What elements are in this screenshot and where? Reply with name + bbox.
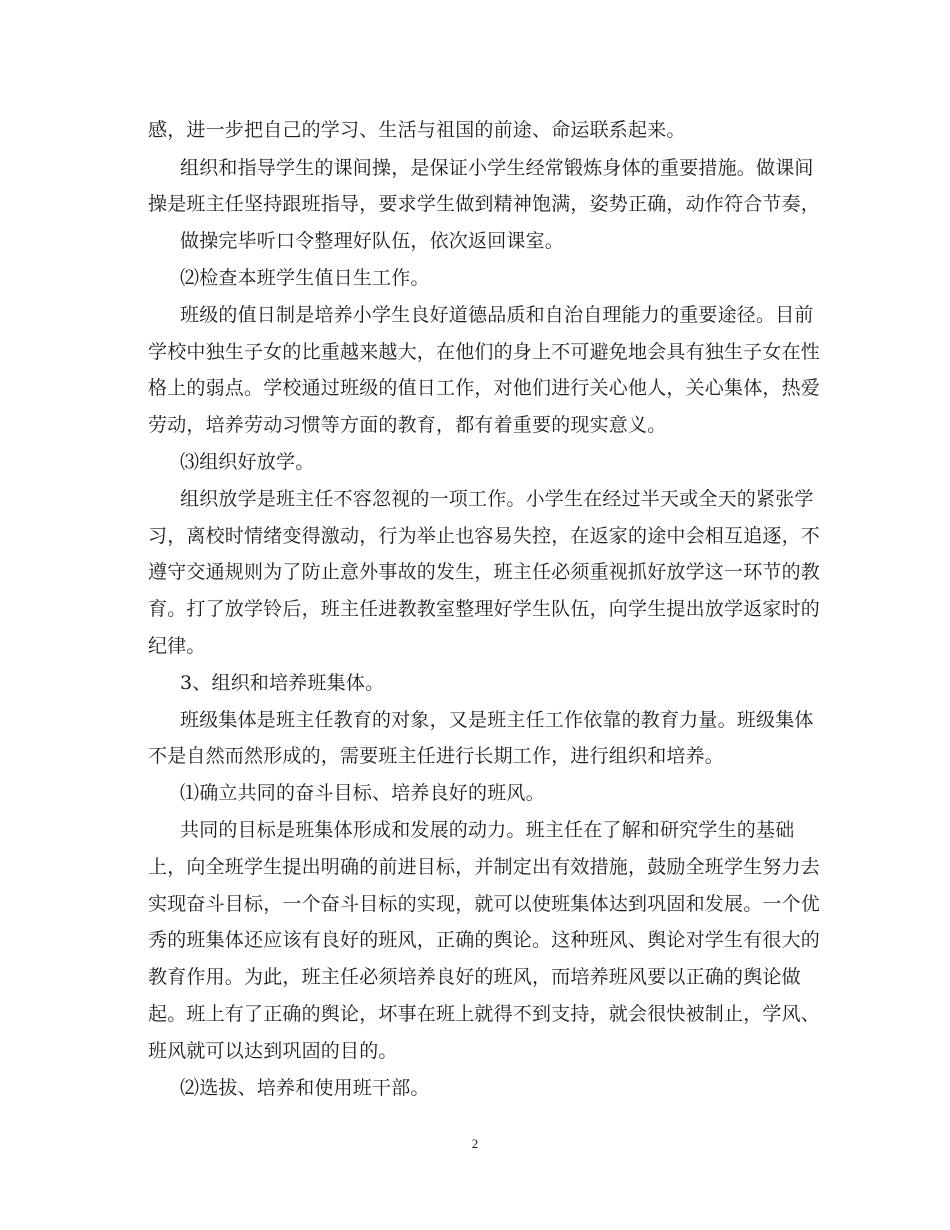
text-line: 纪律。	[148, 635, 206, 657]
text-line: ⑴确立共同的奋斗目标、培养良好的班风。	[180, 782, 545, 804]
text-line: 秀的班集体还应该有良好的班风，正确的舆论。这种班风、舆论对学生有很大的	[148, 929, 821, 951]
text-line: ⑵检查本班学生值日生工作。	[180, 267, 430, 289]
text-line: 起。班上有了正确的舆论，坏事在班上就得不到支持，就会很快被制止，学风、	[148, 1003, 821, 1025]
page-number: 2	[471, 1136, 479, 1151]
text-line: 感，进一步把自己的学习、生活与祖国的前途、命运联系起来。	[148, 119, 686, 141]
text-line: 育。打了放学铃后，班主任进教教室整理好学生队伍，向学生提出放学返家时的	[148, 598, 821, 620]
text-line: ⑵选拔、培养和使用班干部。	[180, 1077, 430, 1099]
text-line: 遵守交通规则为了防止意外事故的发生，班主任必须重视抓好放学这一环节的教	[148, 561, 821, 583]
text-line: 实现奋斗目标，一个奋斗目标的实现，就可以使班集体达到巩固和发展。一个优	[148, 893, 821, 915]
section-heading: 3、组织和培养班集体。	[180, 672, 385, 694]
text-line: 学校中独生子女的比重越来越大，在他们的身上不可避免地会具有独生子女在性	[148, 341, 821, 363]
text-line: 共同的目标是班集体形成和发展的动力。班主任在了解和研究学生的基础	[180, 819, 795, 841]
text-line: 习，离校时情绪变得激动，行为举止也容易失控，在返家的途中会相互追逐，不	[148, 525, 821, 547]
text-line: 格上的弱点。学校通过班级的值日工作，对他们进行关心他人，关心集体，热爱	[148, 377, 821, 399]
text-line: 教育作用。为此，班主任必须培养良好的班风，而培养班风要以正确的舆论做	[148, 966, 801, 988]
text-line: 班级的值日制是培养小学生良好道德品质和自治自理能力的重要途径。目前	[180, 304, 814, 326]
text-line: 劳动，培养劳动习惯等方面的教育，都有着重要的现实意义。	[148, 414, 667, 436]
text-line: 班风就可以达到巩固的目的。	[148, 1040, 398, 1062]
text-line: 组织和指导学生的课间操，是保证小学生经常锻炼身体的重要措施。做课间	[180, 157, 814, 179]
text-line: 操是班主任坚持跟班指导，要求学生做到精神饱满，姿势正确，动作符合节奏，	[148, 193, 821, 215]
text-line: ⑶组织好放学。	[180, 451, 315, 473]
text-line: 做操完毕听口令整理好队伍，依次返回课室。	[180, 230, 565, 252]
text-line: 班级集体是班主任教育的对象，又是班主任工作依靠的教育力量。班级集体	[180, 709, 814, 731]
text-line: 组织放学是班主任不容忽视的一项工作。小学生在经过半天或全天的紧张学	[180, 488, 814, 510]
text-line: 不是自然而然形成的，需要班主任进行长期工作，进行组织和培养。	[148, 745, 725, 767]
text-line: 上，向全班学生提出明确的前进目标，并制定出有效措施，鼓励全班学生努力去	[148, 856, 821, 878]
